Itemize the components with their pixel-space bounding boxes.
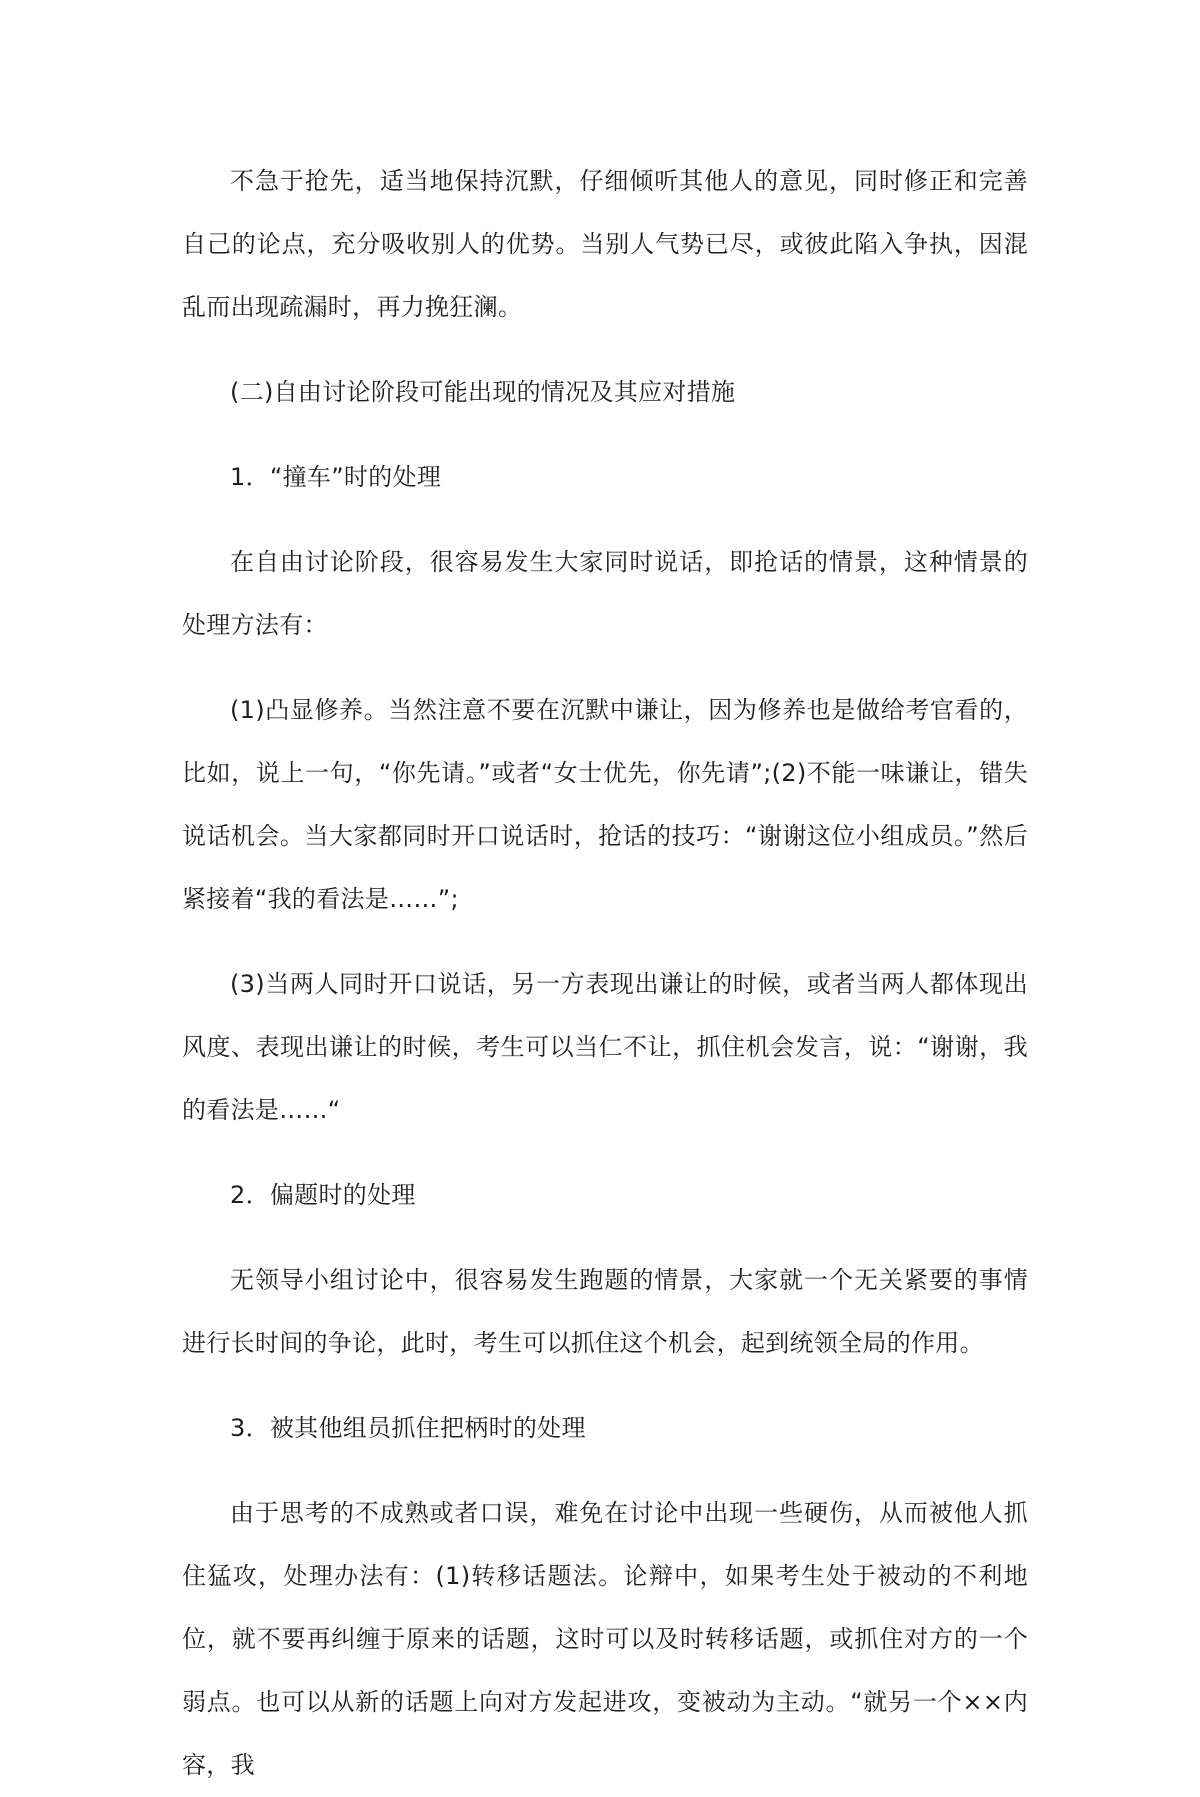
- paragraph-collision-intro: 在自由讨论阶段，很容易发生大家同时说话，即抢话的情景，这种情景的处理方法有：: [182, 548, 1028, 639]
- subheading-caught-mistake: 3．被其他组员抓住把柄时的处理: [230, 1414, 586, 1442]
- section-heading-free-discussion: (二)自由讨论阶段可能出现的情况及其应对措施: [230, 378, 736, 406]
- subheading-collision: 1．“撞车”时的处理: [230, 463, 442, 491]
- paragraph-collision-method-3: (3)当两人同时开口说话，另一方表现出谦让的时候，或者当两人都体现出风度、表现出谦让的时候，考生可以当仁不让，抓住机会发言，说：“谢谢，我的看法是……“: [182, 970, 1028, 1124]
- paragraph-silence-strategy: 不急于抢先，适当地保持沉默，仔细倾听其他人的意见，同时修正和完善自己的论点，充分吸收别人的优势。当别人气势已尽，或彼此陷入争执，因混乱而出现疏漏时，再力挽狂澜。: [182, 167, 1028, 321]
- subheading-off-topic: 2．偏题时的处理: [230, 1181, 416, 1209]
- paragraph-off-topic: 无领导小组讨论中，很容易发生跑题的情景，大家就一个无关紧要的事情进行长时间的争论，此时，考生可以抓住这个机会，起到统领全局的作用。: [182, 1266, 1028, 1357]
- document-page: [182, 150, 1028, 1797]
- paragraph-collision-methods: (1)凸显修养。当然注意不要在沉默中谦让，因为修养也是做给考官看的，比如，说上一句，“你先请。”或者“女士优先，你先请”;(2)不能一味谦让，错失说话机会。当大家都同时开口说话时，抢话的技巧：“谢谢这位小组成员。”然后紧接着“我的看法是……”;: [182, 696, 1028, 913]
- paragraph-caught-mistake: 由于思考的不成熟或者口误，难免在讨论中出现一些硬伤，从而被他人抓住猛攻，处理办法有：(1)转移话题法。论辩中，如果考生处于被动的不利地位，就不要再纠缠于原来的话题，这时可以及时转移话题，或抓住对方的一个弱点。也可以从新的话题上向对方发起进攻，变被动为主动。“就另一个××内容，我: [182, 1499, 1028, 1779]
